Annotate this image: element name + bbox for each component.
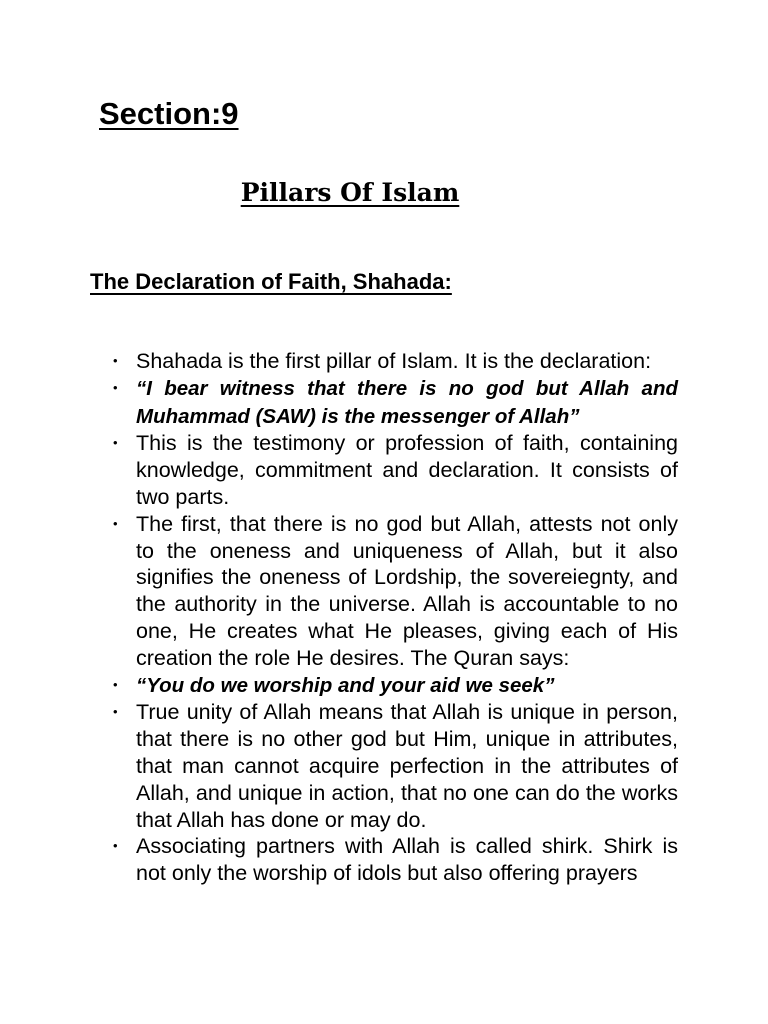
list-item — [110, 375, 678, 431]
page-title: Pillars Of Islam — [240, 178, 460, 207]
list-item — [110, 699, 678, 833]
list-item-text: This is the testimony or profession of faith, containing knowledge, commitment and declaration. It consists of two parts. — [136, 431, 678, 509]
list-item-text: The first, that there is no god but Allah, attests not only to the oneness and uniqueness of Allah, but it also signifies the oneness of Lordship, the sovereiegnty, and the authority in the universe. Allah is accountable to no one, He creates what He pleases, giving each of His creation the role He desires. The Quran says: — [136, 511, 678, 670]
list-item — [110, 511, 678, 672]
bullet-dot-icon: • — [113, 435, 118, 451]
list-item — [110, 348, 678, 375]
bullet-dot-icon: • — [113, 515, 118, 531]
list-item-text: Shahada is the first pillar of Islam. It is the declaration: — [136, 349, 652, 373]
list-item — [110, 430, 678, 510]
bullet-dot-icon: • — [113, 379, 118, 395]
list-item-quote: “You do we worship and your aid we seek” — [136, 673, 555, 697]
bullet-dot-icon: • — [113, 353, 118, 368]
list-item — [110, 833, 678, 887]
bullet-dot-icon: • — [113, 704, 118, 720]
bullet-dot-icon: • — [113, 838, 118, 854]
bullet-dot-icon: • — [113, 676, 118, 692]
list-item-quote: “I bear witness that there is no god but Allah and Muhammad (SAW) is the messenger of Allah” — [136, 376, 678, 428]
bullet-list — [110, 348, 678, 887]
list-item-text: Associating partners with Allah is called shirk. Shirk is not only the worship of idols but also offering prayers — [136, 834, 678, 886]
subheading: The Declaration of Faith, Shahada: — [90, 269, 452, 294]
list-item-text: True unity of Allah means that Allah is unique in person, that there is no other god but Him, unique in attributes, that man cannot acquire perfection in the attributes of Allah, and unique in action, that no one can do the works that Allah has done or may do. — [136, 700, 678, 832]
list-item — [110, 672, 678, 700]
section-label: Section:9 — [99, 96, 239, 131]
